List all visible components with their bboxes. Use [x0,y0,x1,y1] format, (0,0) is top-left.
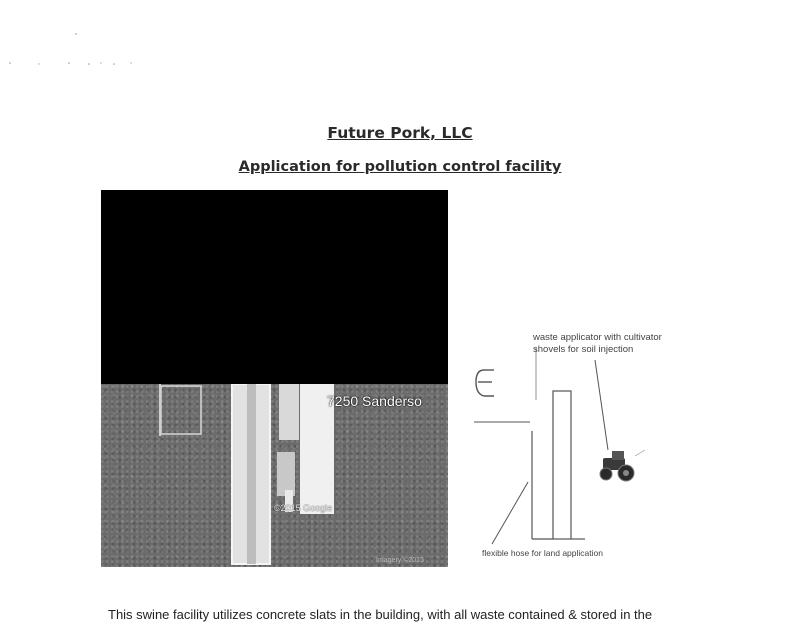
document-title: Future Pork, LLC [327,124,473,142]
document-subtitle: Application for pollution control facility [238,159,562,175]
tractor-icon [600,450,645,481]
redaction-block [101,190,448,384]
map-address-label: 7250 Sanderso [327,393,422,409]
hose-callout: flexible hose for land application [482,548,603,558]
barn-outline [532,391,585,539]
map-imagery-credit: Imagery ©2015 [376,557,424,564]
body-paragraph: This swine facility utilizes concrete slats in the building, with all waste contained & stored in the [108,607,653,622]
map-copyright: ©2015 Google [274,503,333,513]
applicator-callout: waste applicator with cultivator shovels for soil injection [533,332,662,355]
scan-specks [0,0,200,80]
map-pin-icon [476,370,494,396]
